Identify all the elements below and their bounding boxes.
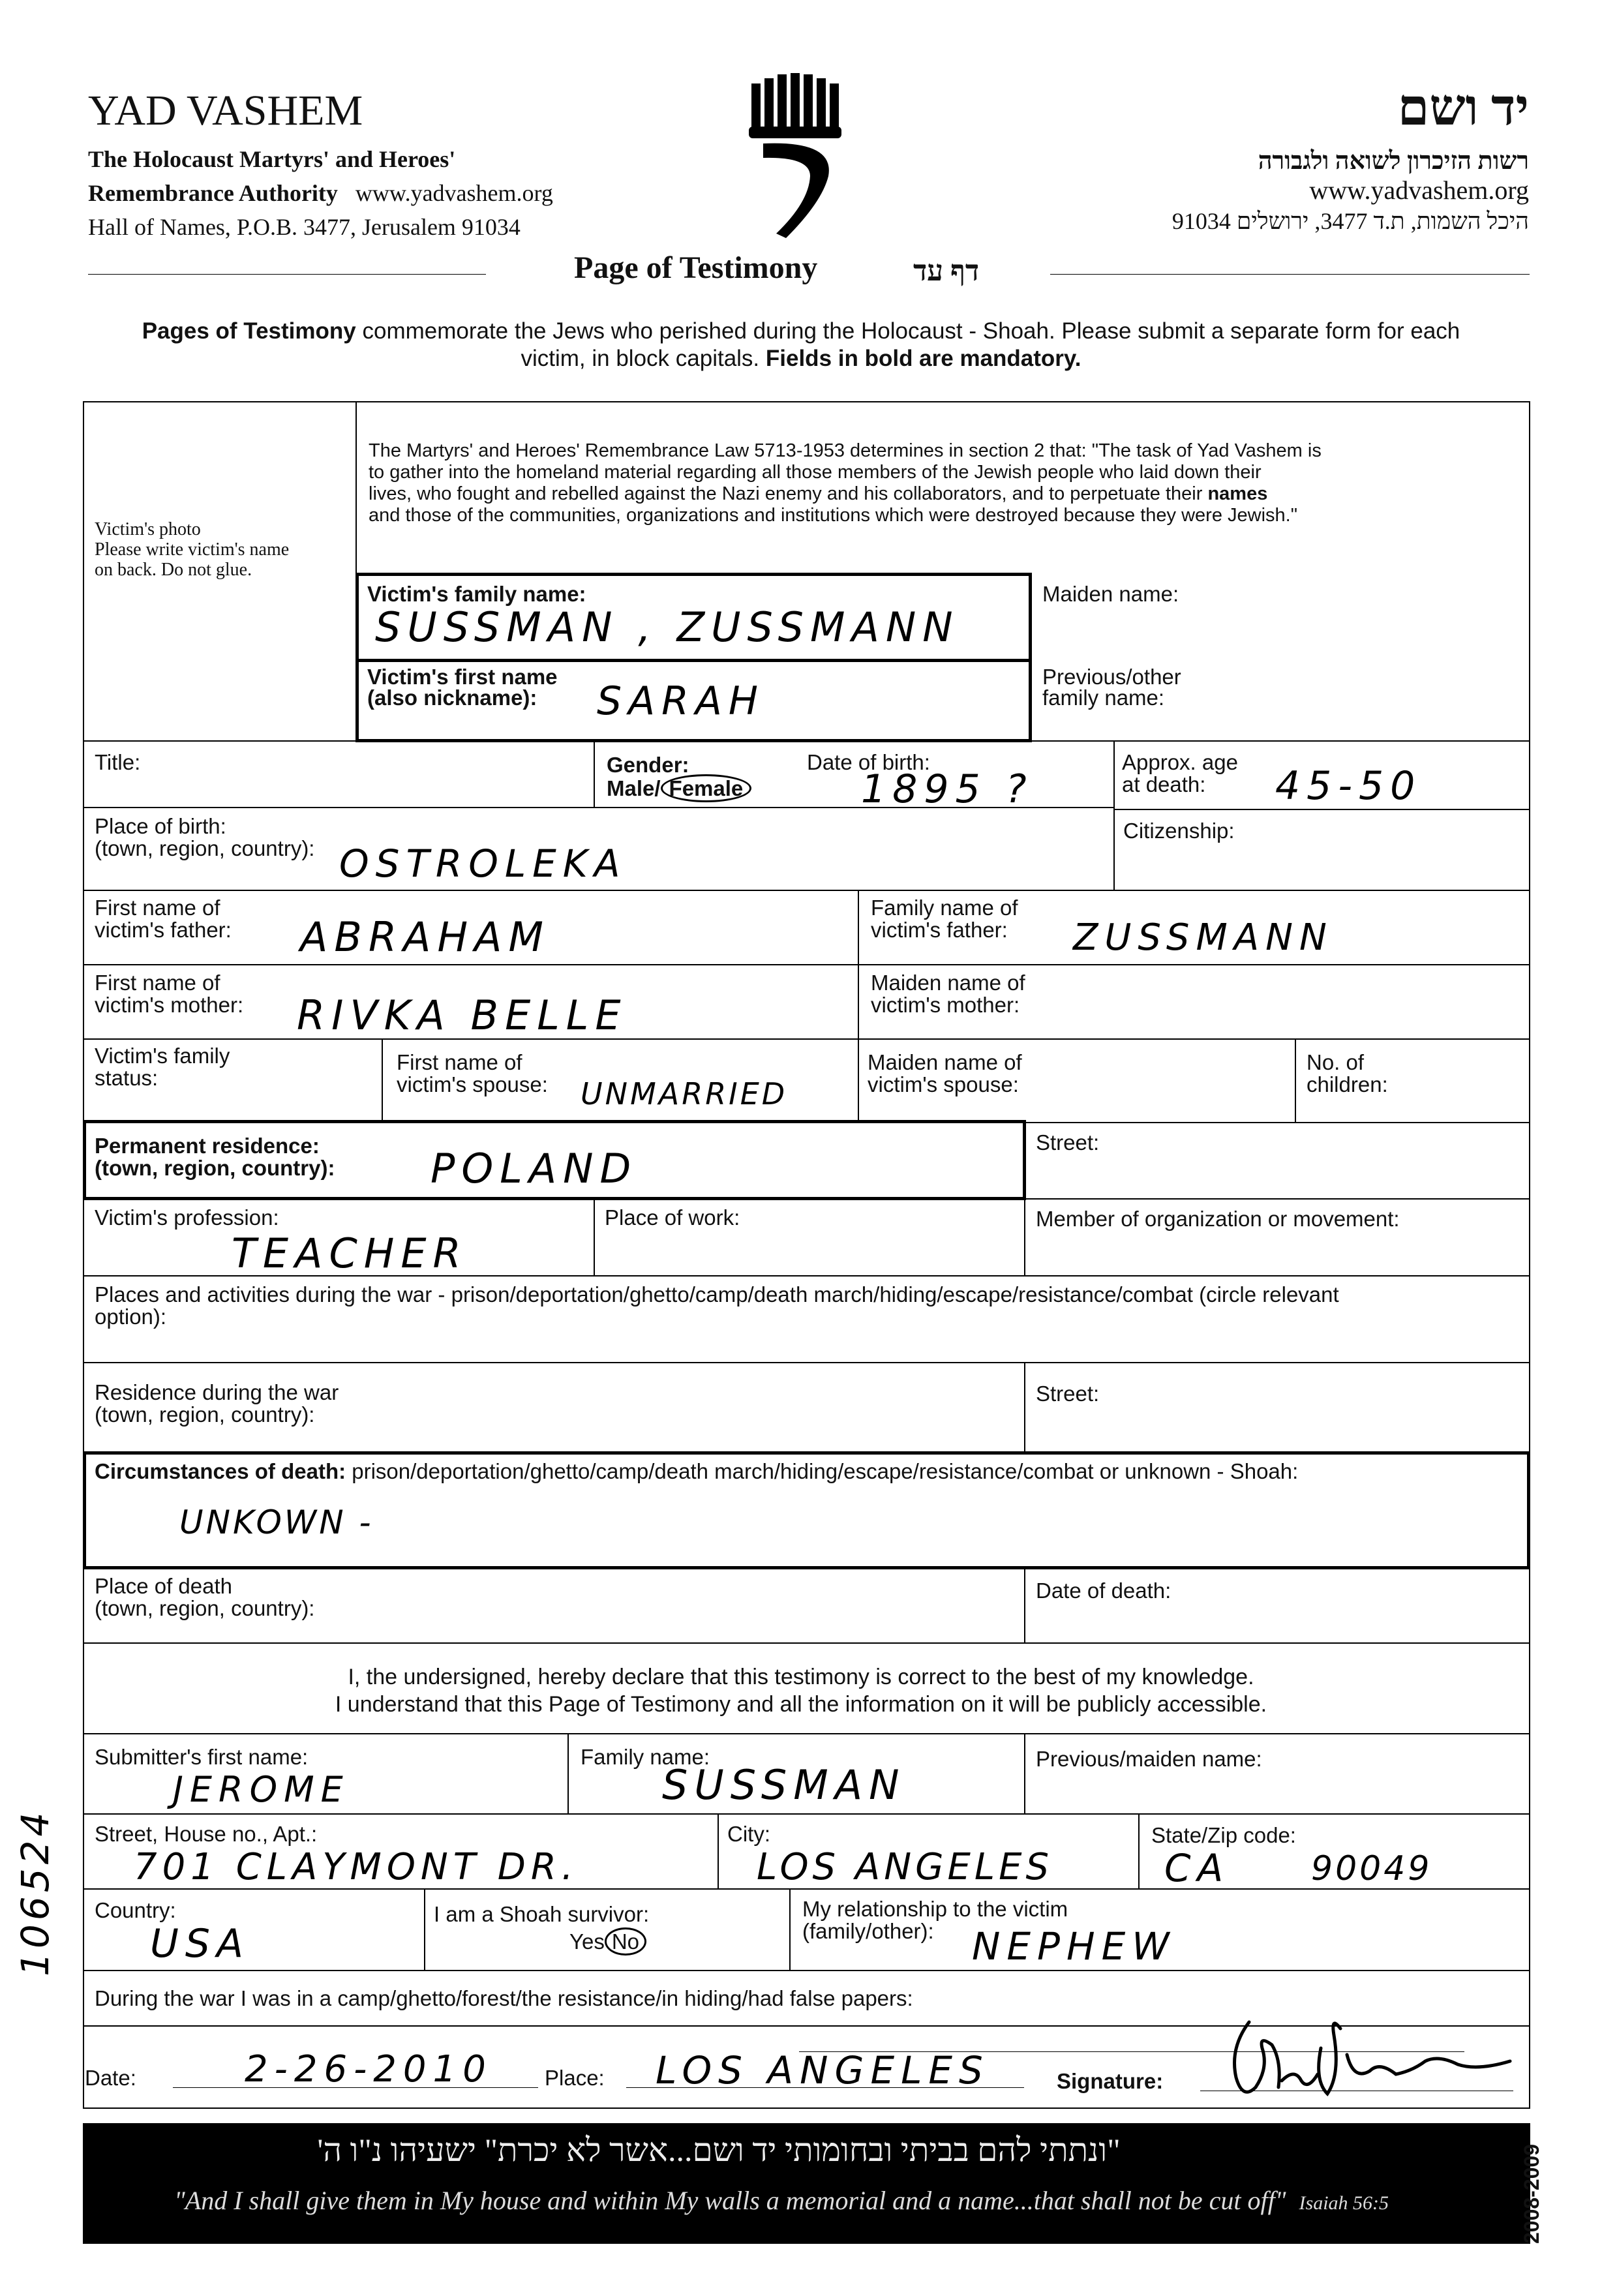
yad-vashem-logo	[737, 72, 848, 241]
spouse-maiden-label-2: victim's spouse:	[868, 1072, 1019, 1096]
during-war-label: During the war I was in a camp/ghetto/forest/the resistance/in hiding/had false papers:	[95, 1986, 913, 2010]
mother-first-label	[95, 972, 243, 1016]
heb-line1: רשות הזיכרון לשואה ולגבורה	[1258, 147, 1529, 175]
family-status-label-2: status:	[95, 1066, 159, 1090]
footer-heb-quote: "ונתתי להם בביתי ובחומותי יד ושם...אשר לא יכרת" ישעיהו נ"ו ה'	[317, 2132, 1121, 2168]
org-line2: Remembrance Authority	[88, 180, 338, 206]
war-street-label: Street:	[1036, 1382, 1100, 1406]
family-status-label-1: Victim's family	[95, 1044, 230, 1068]
submitter-first-label: Submitter's first name:	[95, 1745, 309, 1769]
mother-first-value[interactable]: RIVKA BELLE	[297, 991, 627, 1039]
previous-family-name-label	[1042, 667, 1181, 708]
family-name-value[interactable]: SUSSMAN , ZUSSMANN	[375, 603, 960, 651]
residence-label-1: Permanent residence:	[95, 1134, 320, 1158]
form-title-heb: דף עד	[913, 255, 980, 287]
heb-url: www.yadvashem.org	[1309, 175, 1529, 205]
war-places-label-1: Places and activities during the war - prison/deportation/ghetto/camp/death march/hiding/escape/resistance/combat (circle relevant	[95, 1282, 1339, 1307]
mother-maiden-label-1: Maiden name of	[871, 971, 1025, 995]
death-circumstances-value[interactable]: UNKOWN -	[179, 1503, 374, 1541]
age-label-1: Approx. age	[1122, 750, 1238, 774]
war-residence-label	[95, 1382, 339, 1426]
submitter-street-label: Street, House no., Apt.:	[95, 1822, 318, 1846]
death-place-label	[95, 1575, 314, 1620]
law-text	[369, 440, 1322, 526]
spouse-maiden-label	[868, 1051, 1022, 1096]
pob-label-2: (town, region, country):	[95, 836, 315, 860]
survivor-label: I am a Shoah survivor:	[434, 1902, 650, 1926]
relation-label-2: (family/other):	[802, 1919, 934, 1943]
survivor-no-circled[interactable]: No	[605, 1927, 646, 1956]
submitter-country-label: Country:	[95, 1898, 176, 1922]
father-family-label-2: victim's father:	[871, 918, 1008, 942]
spouse-first-label-1: First name of	[397, 1050, 522, 1074]
mother-maiden-label-2: victim's mother:	[871, 993, 1020, 1017]
submitter-family-value[interactable]: SUSSMAN	[662, 1761, 906, 1809]
footer-banner	[83, 2123, 1530, 2244]
footer-ref: Isaiah 56:5	[1299, 2192, 1389, 2214]
spouse-first-label-2: victim's spouse:	[397, 1072, 548, 1096]
signature	[1210, 2009, 1523, 2107]
org-title: YAD VASHEM	[88, 87, 363, 134]
place-value[interactable]: LOS ANGELES	[656, 2048, 990, 2092]
org-line2-row	[88, 179, 553, 207]
signature-label: Signature:	[1057, 2069, 1164, 2093]
death-circ-bold: Circumstances of death:	[95, 1459, 346, 1483]
dob-label: Date of birth:	[807, 750, 930, 774]
submitter-state-label: State/Zip code:	[1151, 1823, 1296, 1847]
father-first-label	[95, 897, 232, 941]
age-value[interactable]: 45-50	[1275, 763, 1422, 809]
law-line1: The Martyrs' and Heroes' Remembrance Law 5713-1953 determines in section 2 that: "The task of Yad Vashem is	[369, 440, 1322, 461]
title-label: Title:	[95, 750, 141, 774]
father-first-label-1: First name of	[95, 896, 220, 920]
death-place-label-2: (town, region, country):	[95, 1596, 315, 1620]
date-label: Date:	[85, 2066, 136, 2090]
gender-field	[607, 753, 751, 800]
prev-label-1: Previous/other	[1042, 665, 1181, 689]
father-family-value[interactable]: ZUSSMANN	[1073, 916, 1333, 959]
intro-text	[0, 318, 1602, 372]
citizenship-label: Citizenship:	[1123, 819, 1235, 843]
declaration-line1: I, the undersigned, hereby declare that this testimony is correct to the best of my knowledge.	[348, 1665, 1254, 1689]
footer-eng-quote	[174, 2185, 1389, 2216]
relation-label-1: My relationship to the victim	[802, 1897, 1068, 1921]
father-first-label-2: victim's father:	[95, 918, 232, 942]
death-circumstances-label	[95, 1459, 1298, 1484]
place-label: Place:	[545, 2066, 605, 2090]
prev-label-2: family name:	[1042, 686, 1165, 710]
children-label-1: No. of	[1307, 1050, 1365, 1074]
father-first-value[interactable]: ABRAHAM	[300, 913, 550, 961]
residence-label-2: (town, region, country):	[95, 1156, 335, 1180]
mother-first-label-2: victim's mother:	[95, 993, 244, 1017]
death-date-label: Date of death:	[1036, 1578, 1171, 1603]
pob-value[interactable]: OSTROLEKA	[339, 841, 627, 886]
family-status-label	[95, 1045, 230, 1089]
children-label-2: children:	[1307, 1072, 1388, 1096]
footer-eng-text: "And I shall give them in My house and within My walls a memorial and a name...that shall not be cut off"	[174, 2186, 1286, 2215]
photo-box-instructions	[95, 519, 289, 580]
submitter-family-label: Family name:	[581, 1745, 710, 1769]
submitter-first-value[interactable]: JEROME	[173, 1769, 350, 1810]
submitter-country-value[interactable]: USA	[150, 1921, 250, 1967]
children-label	[1307, 1051, 1388, 1096]
street-label: Street:	[1036, 1130, 1100, 1155]
heb-title: יד ושם	[1397, 79, 1529, 136]
law-line2: to gather into the homeland material regarding all those members of the Jewish people who laid down their	[369, 462, 1262, 483]
org-address: Hall of Names, P.O.B. 3477, Jerusalem 91034	[88, 214, 521, 240]
maiden-name-label: Maiden name:	[1042, 582, 1179, 606]
submitter-zip-value[interactable]: 90049	[1311, 1849, 1432, 1888]
heb-address: היכל השמות, ת.ד 3477, ירושלים 91034	[1171, 208, 1529, 234]
org-line1: The Holocaust Martyrs' and Heroes'	[88, 146, 456, 172]
submitter-city-value[interactable]: LOS ANGELES	[757, 1846, 1053, 1888]
family-name-label: Victim's family name:	[367, 582, 586, 606]
title-rule-left	[88, 274, 486, 275]
spouse-maiden-label-1: Maiden name of	[868, 1050, 1022, 1074]
margin-number: 106524	[13, 1808, 57, 1976]
mother-maiden-label	[871, 972, 1025, 1016]
photo-line1: Victim's photo	[95, 519, 201, 539]
war-res-label-2: (town, region, country):	[95, 1402, 315, 1427]
pob-label-1: Place of birth:	[95, 814, 226, 838]
gender-female-circled[interactable]: Female	[661, 774, 752, 802]
org-url: www.yadvashem.org	[355, 180, 553, 206]
title-rule-right	[1050, 274, 1530, 275]
gender-male[interactable]: Male	[607, 776, 655, 800]
survivor-options	[569, 1929, 646, 1954]
gender-label: Gender:	[607, 753, 689, 777]
date-value[interactable]: 2-26-2010	[245, 2048, 492, 2091]
war-places-label	[95, 1284, 1339, 1328]
relationship-value[interactable]: NEPHEW	[972, 1924, 1176, 1969]
intro-mandatory: Fields in bold are mandatory.	[765, 346, 1081, 371]
residence-label	[95, 1135, 335, 1179]
age-label-2: at death:	[1122, 772, 1206, 796]
first-name-label	[367, 667, 558, 708]
declaration-line2: I understand that this Page of Testimony and all the information on it will be publicly accessible.	[335, 1692, 1267, 1717]
profession-label: Victim's profession:	[95, 1205, 279, 1230]
edition-label: 2008-2009	[1520, 2143, 1543, 2244]
spouse-first-value[interactable]: UNMARRIED	[581, 1076, 788, 1111]
law-line3: lives, who fought and rebelled against the Nazi enemy and his collaborators, and to perpetuate their	[369, 483, 1208, 504]
pob-label	[95, 815, 314, 860]
first-name-label-2: (also nickname):	[367, 686, 537, 710]
law-line4: and those of the communities, organizations and institutions which were destroyed because they were Jewish."	[369, 505, 1298, 526]
gender-sep: /	[654, 776, 661, 800]
intro-lead: Pages of Testimony	[142, 318, 356, 344]
submitter-prev-label: Previous/maiden name:	[1036, 1747, 1262, 1771]
war-places-label-2: option):	[95, 1305, 167, 1329]
war-res-label-1: Residence during the war	[95, 1380, 339, 1404]
dob-value[interactable]: 1895 ?	[861, 766, 1033, 812]
submitter-city-label: City:	[727, 1822, 770, 1846]
declaration	[0, 1663, 1602, 1718]
residence-value[interactable]: POLAND	[431, 1145, 638, 1192]
father-family-label	[871, 897, 1018, 941]
age-label	[1122, 751, 1238, 796]
father-family-label-1: Family name of	[871, 896, 1018, 920]
spouse-first-label	[397, 1051, 548, 1096]
submitter-street-value[interactable]: 701 CLAYMONT DR.	[134, 1846, 579, 1888]
form-title: Page of Testimony	[574, 250, 818, 285]
mother-first-label-1: First name of	[95, 971, 220, 995]
profession-value[interactable]: TEACHER	[232, 1230, 468, 1277]
law-names: names	[1207, 483, 1268, 504]
intro-line2: victim, in block capitals.	[521, 346, 766, 371]
first-name-label-1: Victim's first name	[367, 665, 558, 689]
member-label: Member of organization or movement:	[1036, 1207, 1400, 1231]
death-place-label-1: Place of death	[95, 1574, 232, 1598]
intro-rest: commemorate the Jews who perished during the Holocaust - Shoah. Please submit a separate form for each	[355, 318, 1460, 344]
first-name-value[interactable]: SARAH	[597, 678, 764, 724]
death-circ-rest: prison/deportation/ghetto/camp/death march/hiding/escape/resistance/combat or unknown - Shoah:	[346, 1459, 1299, 1483]
place-of-work-label: Place of work:	[605, 1205, 740, 1230]
submitter-state-value[interactable]: CA	[1164, 1846, 1230, 1890]
survivor-yes[interactable]: Yes	[569, 1929, 605, 1954]
photo-line3: on back. Do not glue.	[95, 560, 252, 580]
photo-line2: Please write victim's name	[95, 539, 290, 560]
